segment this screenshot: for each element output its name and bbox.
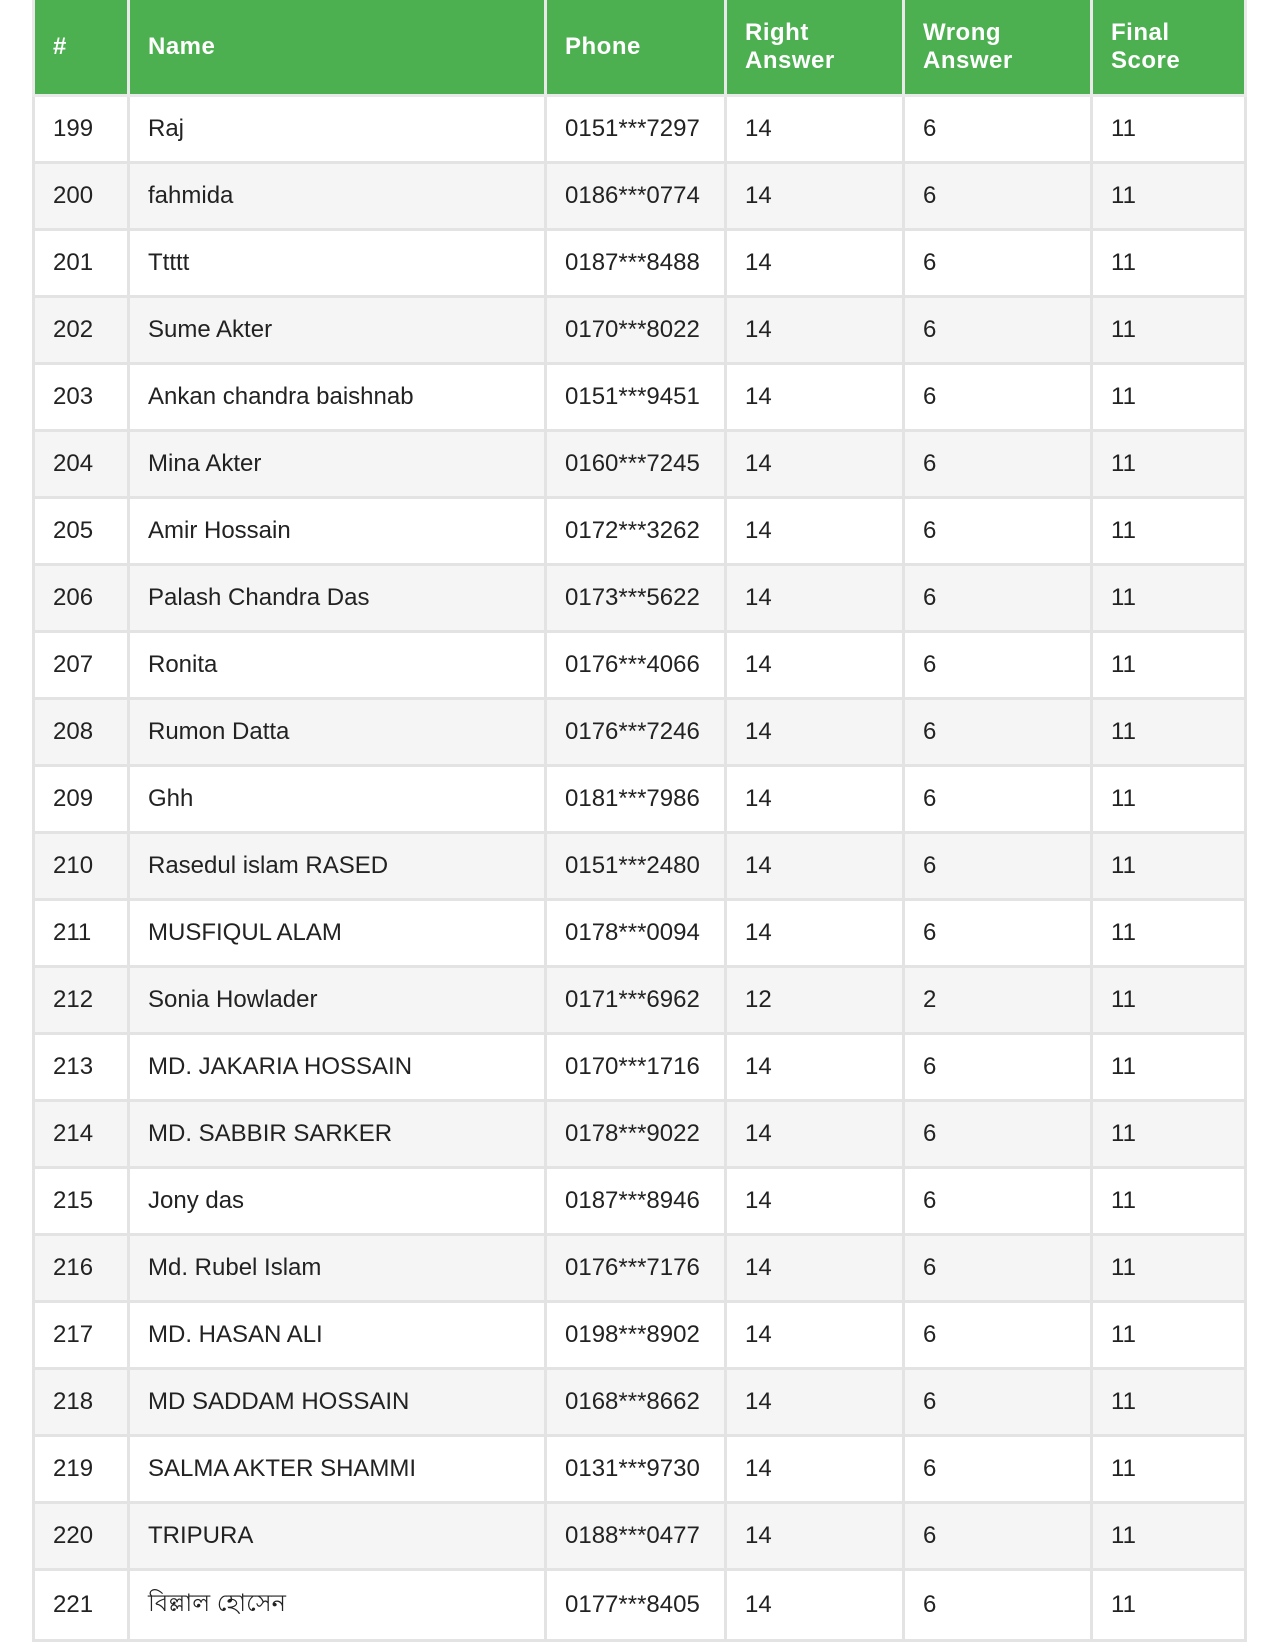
cell-right-answer: 14 [726,364,904,431]
cell-name: Rumon Datta [129,699,546,766]
table-row [34,967,1246,1034]
cell-right-answer: 14 [726,498,904,565]
cell-wrong-answer: 2 [904,967,1092,1034]
cell-name: fahmida [129,163,546,230]
cell-phone: 0177***8405 [546,1570,726,1641]
cell-right-answer: 14 [726,230,904,297]
table-row [34,1436,1246,1503]
cell-wrong-answer: 6 [904,1302,1092,1369]
cell-num: 217 [34,1302,129,1369]
cell-right-answer: 14 [726,96,904,163]
cell-wrong-answer: 6 [904,699,1092,766]
table-row [34,230,1246,297]
cell-right-answer: 14 [726,1503,904,1570]
cell-phone: 0170***1716 [546,1034,726,1101]
cell-name: SALMA AKTER SHAMMI [129,1436,546,1503]
table-row [34,632,1246,699]
table-row [34,1235,1246,1302]
table-body [34,96,1246,1641]
table-row [34,1503,1246,1570]
cell-phone: 0187***8488 [546,230,726,297]
cell-final-score: 11 [1092,632,1246,699]
cell-final-score: 11 [1092,96,1246,163]
cell-wrong-answer: 6 [904,565,1092,632]
cell-num: 208 [34,699,129,766]
cell-name: Ghh [129,766,546,833]
cell-name: MUSFIQUL ALAM [129,900,546,967]
cell-num: 219 [34,1436,129,1503]
cell-phone: 0151***9451 [546,364,726,431]
cell-final-score: 11 [1092,699,1246,766]
cell-right-answer: 14 [726,431,904,498]
cell-phone: 0181***7986 [546,766,726,833]
cell-wrong-answer: 6 [904,1436,1092,1503]
cell-right-answer: 14 [726,833,904,900]
cell-phone: 0160***7245 [546,431,726,498]
table-row [34,833,1246,900]
cell-name: Amir Hossain [129,498,546,565]
header-phone: Phone [546,0,726,96]
cell-phone: 0171***6962 [546,967,726,1034]
cell-wrong-answer: 6 [904,1570,1092,1641]
cell-final-score: 11 [1092,967,1246,1034]
cell-wrong-answer: 6 [904,900,1092,967]
cell-name: Ronita [129,632,546,699]
cell-right-answer: 14 [726,766,904,833]
cell-right-answer: 14 [726,1235,904,1302]
cell-wrong-answer: 6 [904,431,1092,498]
table-row [34,1302,1246,1369]
table-row [34,431,1246,498]
cell-num: 207 [34,632,129,699]
cell-name: Ttttt [129,230,546,297]
cell-final-score: 11 [1092,1235,1246,1302]
cell-final-score: 11 [1092,900,1246,967]
cell-name: Ankan chandra baishnab [129,364,546,431]
cell-name: Jony das [129,1168,546,1235]
cell-name: Mina Akter [129,431,546,498]
cell-phone: 0131***9730 [546,1436,726,1503]
cell-wrong-answer: 6 [904,833,1092,900]
cell-right-answer: 14 [726,565,904,632]
cell-name: Md. Rubel Islam [129,1235,546,1302]
cell-right-answer: 14 [726,163,904,230]
cell-name: MD. JAKARIA HOSSAIN [129,1034,546,1101]
cell-final-score: 11 [1092,1302,1246,1369]
cell-name: Palash Chandra Das [129,565,546,632]
cell-wrong-answer: 6 [904,96,1092,163]
cell-final-score: 11 [1092,1034,1246,1101]
cell-final-score: 11 [1092,297,1246,364]
cell-num: 218 [34,1369,129,1436]
cell-phone: 0176***7246 [546,699,726,766]
table-row [34,565,1246,632]
results-table [32,0,1247,1642]
cell-num: 213 [34,1034,129,1101]
cell-phone: 0176***4066 [546,632,726,699]
cell-phone: 0198***8902 [546,1302,726,1369]
cell-phone: 0170***8022 [546,297,726,364]
cell-name: MD. SABBIR SARKER [129,1101,546,1168]
table-row [34,1369,1246,1436]
header-num: # [34,0,129,96]
cell-final-score: 11 [1092,766,1246,833]
cell-num: 214 [34,1101,129,1168]
cell-num: 200 [34,163,129,230]
cell-wrong-answer: 6 [904,297,1092,364]
table-row [34,1570,1246,1641]
table-row [34,364,1246,431]
cell-name: TRIPURA [129,1503,546,1570]
cell-phone: 0151***7297 [546,96,726,163]
cell-right-answer: 14 [726,1570,904,1641]
cell-right-answer: 14 [726,900,904,967]
cell-num: 203 [34,364,129,431]
cell-right-answer: 14 [726,699,904,766]
cell-name: MD SADDAM HOSSAIN [129,1369,546,1436]
cell-wrong-answer: 6 [904,1034,1092,1101]
cell-num: 221 [34,1570,129,1641]
cell-wrong-answer: 6 [904,163,1092,230]
table-header [34,0,1246,96]
cell-phone: 0151***2480 [546,833,726,900]
cell-right-answer: 14 [726,632,904,699]
cell-final-score: 11 [1092,163,1246,230]
cell-name: MD. HASAN ALI [129,1302,546,1369]
cell-name: Sonia Howlader [129,967,546,1034]
cell-phone: 0178***9022 [546,1101,726,1168]
table-row [34,96,1246,163]
cell-right-answer: 14 [726,1436,904,1503]
cell-num: 220 [34,1503,129,1570]
cell-right-answer: 14 [726,1369,904,1436]
cell-num: 199 [34,96,129,163]
cell-num: 215 [34,1168,129,1235]
header-wrong-answer: Wrong Answer [904,0,1092,96]
header-right-answer: Right Answer [726,0,904,96]
cell-phone: 0168***8662 [546,1369,726,1436]
table-row [34,1101,1246,1168]
header-row [34,0,1246,96]
cell-final-score: 11 [1092,1369,1246,1436]
cell-num: 216 [34,1235,129,1302]
cell-phone: 0176***7176 [546,1235,726,1302]
cell-wrong-answer: 6 [904,1101,1092,1168]
cell-right-answer: 12 [726,967,904,1034]
table-row [34,699,1246,766]
cell-wrong-answer: 6 [904,498,1092,565]
cell-phone: 0178***0094 [546,900,726,967]
cell-final-score: 11 [1092,431,1246,498]
table-row [34,163,1246,230]
results-sheet [32,0,1244,1642]
cell-final-score: 11 [1092,565,1246,632]
cell-phone: 0173***5622 [546,565,726,632]
header-final-score: Final Score [1092,0,1246,96]
cell-name: Raj [129,96,546,163]
cell-wrong-answer: 6 [904,1503,1092,1570]
cell-wrong-answer: 6 [904,1235,1092,1302]
table-row [34,766,1246,833]
table-row [34,900,1246,967]
cell-wrong-answer: 6 [904,1168,1092,1235]
cell-wrong-answer: 6 [904,766,1092,833]
cell-phone: 0172***3262 [546,498,726,565]
cell-final-score: 11 [1092,498,1246,565]
table-row [34,498,1246,565]
cell-phone: 0187***8946 [546,1168,726,1235]
cell-num: 206 [34,565,129,632]
cell-right-answer: 14 [726,1101,904,1168]
cell-num: 209 [34,766,129,833]
cell-final-score: 11 [1092,833,1246,900]
table-row [34,1168,1246,1235]
cell-num: 204 [34,431,129,498]
cell-phone: 0186***0774 [546,163,726,230]
cell-name: Sume Akter [129,297,546,364]
cell-num: 210 [34,833,129,900]
cell-wrong-answer: 6 [904,364,1092,431]
cell-num: 202 [34,297,129,364]
cell-final-score: 11 [1092,1168,1246,1235]
cell-final-score: 11 [1092,1436,1246,1503]
cell-wrong-answer: 6 [904,230,1092,297]
cell-right-answer: 14 [726,1168,904,1235]
cell-final-score: 11 [1092,230,1246,297]
cell-num: 201 [34,230,129,297]
cell-num: 212 [34,967,129,1034]
cell-right-answer: 14 [726,297,904,364]
cell-final-score: 11 [1092,1570,1246,1641]
header-name: Name [129,0,546,96]
cell-name: বিল্লাল হোসেন [129,1570,546,1641]
cell-num: 211 [34,900,129,967]
cell-name: Rasedul islam RASED [129,833,546,900]
cell-final-score: 11 [1092,364,1246,431]
cell-phone: 0188***0477 [546,1503,726,1570]
cell-wrong-answer: 6 [904,1369,1092,1436]
cell-num: 205 [34,498,129,565]
table-row [34,297,1246,364]
cell-final-score: 11 [1092,1101,1246,1168]
table-row [34,1034,1246,1101]
cell-right-answer: 14 [726,1034,904,1101]
cell-final-score: 11 [1092,1503,1246,1570]
cell-right-answer: 14 [726,1302,904,1369]
cell-wrong-answer: 6 [904,632,1092,699]
